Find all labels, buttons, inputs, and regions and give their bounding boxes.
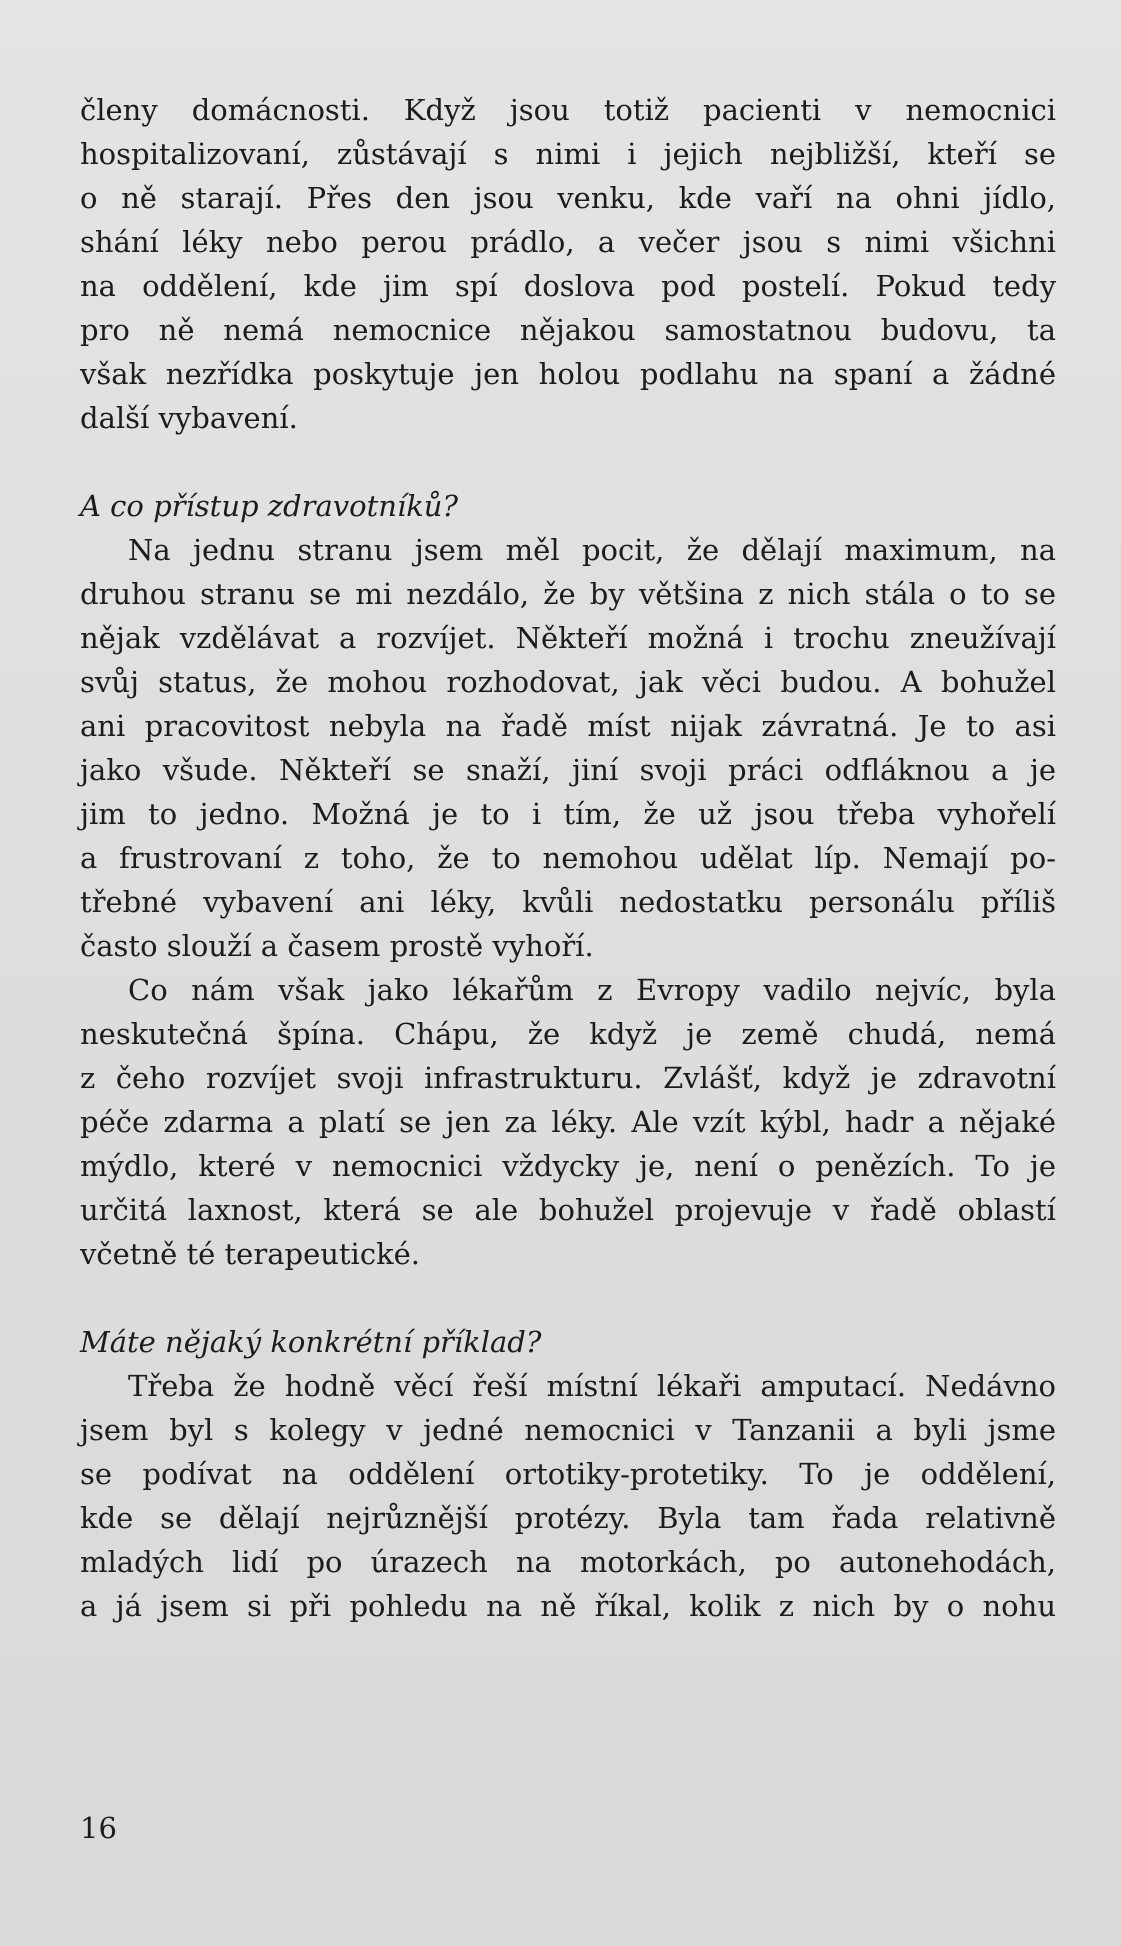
text-line: Třeba že hodně věcí řeší místní lékaři amputací. Nedávno	[128, 1369, 1056, 1403]
paragraph-gap	[80, 440, 1056, 484]
text-line: další vybavení.	[80, 401, 298, 435]
text-line: hospitalizovaní, zůstávají s nimi i jejich nejbližší, kteří se	[80, 137, 1056, 171]
text-line: péče zdarma a platí se jen za léky. Ale vzít kýbl, hadr a nějaké	[80, 1105, 1056, 1139]
text-line: Co nám však jako lékařům z Evropy vadilo nejvíc, byla	[128, 973, 1056, 1007]
text-line: o ně starají. Přes den jsou venku, kde vaří na ohni jídlo,	[80, 181, 1056, 215]
text-line: jako všude. Někteří se snaží, jiní svoji práci odfláknou a je	[80, 753, 1056, 787]
text-line: však nezřídka poskytuje jen holou podlahu na spaní a žádné	[80, 357, 1056, 391]
interview-question: Máte nějaký konkrétní příklad?	[80, 1325, 542, 1359]
text-line: ani pracovitost nebyla na řadě míst nijak závratná. Je to asi	[80, 709, 1056, 743]
text-line: členy domácnosti. Když jsou totiž pacienti v nemocnici	[80, 93, 1056, 127]
text-line: a frustrovaní z toho, že to nemohou udělat líp. Nemají po-	[80, 841, 1056, 875]
paragraph-amputation	[80, 1364, 1056, 1628]
text-line: jsem byl s kolegy v jedné nemocnici v Tanzanii a byli jsme	[80, 1413, 1056, 1447]
text-column	[80, 88, 1056, 1628]
paragraph-household-members	[80, 88, 1056, 440]
text-line: často slouží a časem prostě vyhoří.	[80, 929, 594, 963]
text-line: mýdlo, které v nemocnici vždycky je, není o penězích. To je	[80, 1149, 1056, 1183]
text-line: na oddělení, kde jim spí doslova pod postelí. Pokud tedy	[80, 269, 1056, 303]
text-line: nějak vzdělávat a rozvíjet. Někteří možná i trochu zneužívají	[80, 621, 1056, 655]
text-line: neskutečná špína. Chápu, že když je země chudá, nemá	[80, 1017, 1056, 1051]
text-line: a já jsem si při pohledu na ně říkal, kolik z nich by o nohu	[80, 1589, 1056, 1623]
paragraph-gap	[80, 1276, 1056, 1320]
text-line: jim to jedno. Možná je to i tím, že už jsou třeba vyhořelí	[80, 797, 1056, 831]
paragraph-staff-approach	[80, 528, 1056, 968]
text-line: z čeho rozvíjet svoji infrastrukturu. Zvlášť, když je zdravotní	[80, 1061, 1056, 1095]
text-line: se podívat na oddělení ortotiky-protetiky. To je oddělení,	[80, 1457, 1056, 1491]
text-line: kde se dělají nejrůznější protézy. Byla tam řada relativně	[80, 1501, 1056, 1535]
page-number: 16	[80, 1811, 117, 1845]
text-line: pro ně nemá nemocnice nějakou samostatnou budovu, ta	[80, 313, 1056, 347]
text-line: druhou stranu se mi nezdálo, že by většina z nich stála o to se	[80, 577, 1056, 611]
interview-question: A co přístup zdravotníků?	[80, 489, 459, 523]
text-line: určitá laxnost, která se ale bohužel projevuje v řadě oblastí	[80, 1193, 1056, 1227]
text-line: Na jednu stranu jsem měl pocit, že dělají maximum, na	[128, 533, 1056, 567]
text-line: třebné vybavení ani léky, kvůli nedostatku personálu příliš	[80, 885, 1056, 919]
text-line: shání léky nebo perou prádlo, a večer jsou s nimi všichni	[80, 225, 1056, 259]
text-line: mladých lidí po úrazech na motorkách, po autonehodách,	[80, 1545, 1056, 1579]
text-line: svůj status, že mohou rozhodovat, jak věci budou. A bohužel	[80, 665, 1056, 699]
text-line: včetně té terapeutické.	[80, 1237, 421, 1271]
paragraph-dirt	[80, 968, 1056, 1276]
